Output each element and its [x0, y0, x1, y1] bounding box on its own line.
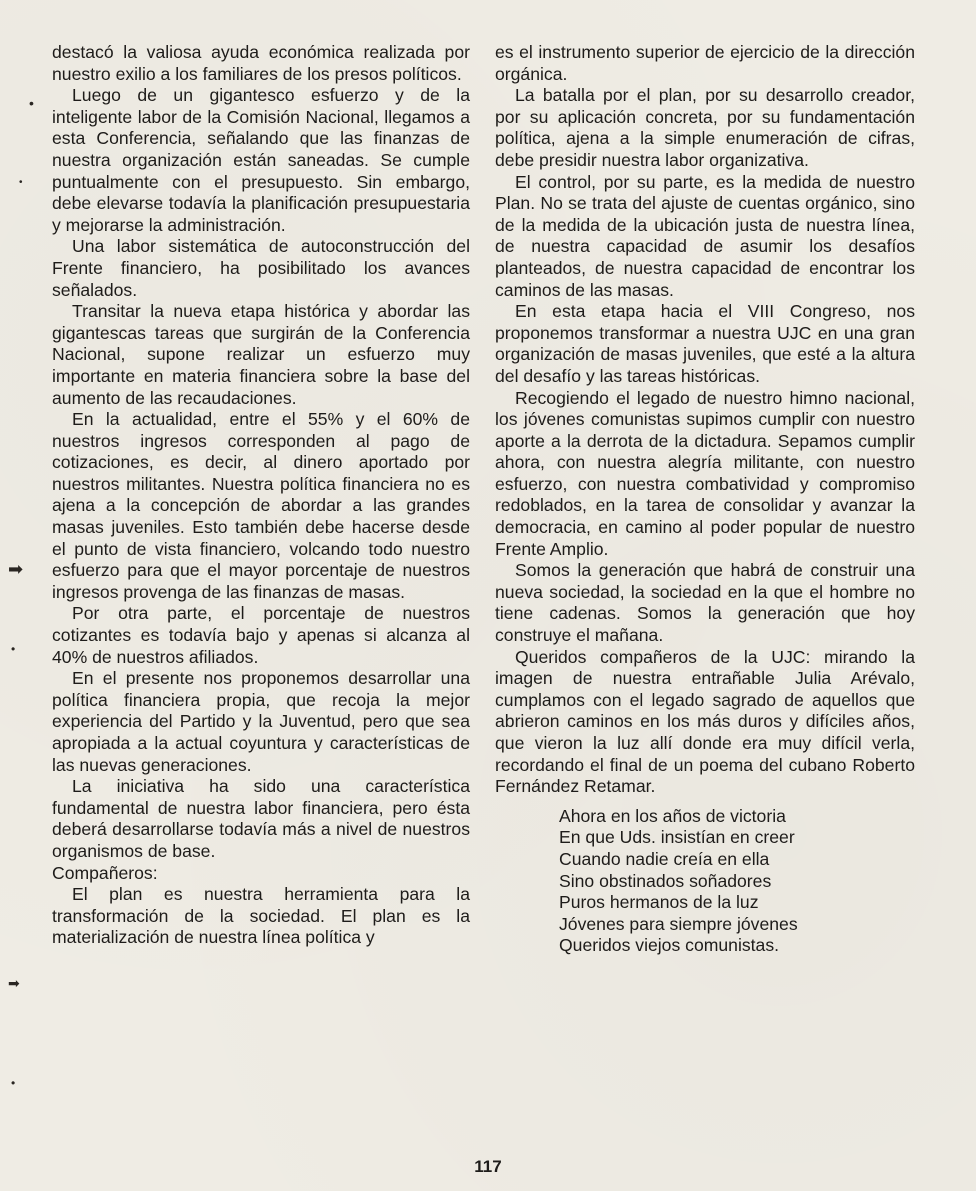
salutation: Compañeros:: [52, 862, 158, 883]
margin-arrow-mark: ➡: [8, 975, 20, 991]
paragraph: El control, por su parte, es la medida de nuestro Plan. No se trata del ajuste de cuentas orgánico, sino de la medida de la ubicación justa de nuestra línea, de nuestra capacidad de asumir los desafíos planteados, de nuestra capacidad de encontrar los caminos de las masas.: [495, 171, 915, 300]
paragraph: Transitar la nueva etapa histórica y abordar las gigantescas tareas que surgirán de la Conferencia Nacional, supone realizar un esfuerzo muy importante en materia financiera sobre la base del aumento de las recaudaciones.: [52, 301, 470, 408]
paragraph: Somos la generación que habrá de construir una nueva sociedad, la sociedad en la que el hombre no tiene cadenas. Somos la generación que hoy construye el mañana.: [495, 560, 915, 646]
poem-line: En que Uds. insistían en creer: [559, 827, 795, 848]
paragraph: En esta etapa hacia el VIII Congreso, nos proponemos transformar a nuestra UJC en una gran organización de masas juveniles, que esté a la altura del desafío y las tareas históricas.: [495, 301, 915, 386]
margin-arrow-mark: ➡: [8, 559, 24, 579]
poem-line: Sino obstinados soñadores: [559, 870, 772, 891]
poem-line: Jóvenes para siempre jóvenes: [559, 913, 798, 934]
margin-bullet-mark: •: [19, 177, 23, 188]
poem-quote: [559, 806, 915, 957]
poem-line: Cuando nadie creía en ella: [559, 848, 770, 869]
left-column: [52, 42, 470, 949]
paragraph: En la actualidad, entre el 55% y el 60% de nuestros ingresos corresponden al pago de cotizaciones, es decir, al dinero aportado por nuestros militantes. Nuestra política financiera no es ajena a la concepción de abordar a las grandes masas juveniles. Esto también debe hacerse desde el punto de vista financiero, volcando todo nuestro esfuerzo para que el mayor porcentaje de nuestros ingresos provenga de las finanzas de masas.: [52, 409, 470, 602]
paragraph: Recogiendo el legado de nuestro himno nacional, los jóvenes comunistas supimos cumplir con nuestro aporte a la derrota de la dictadura. Sepamos cumplir ahora, con nuestra alegría militante, con nuestro esfuerzo, con nuestra combatividad y compromiso redoblados, en la tarea de consolidar y avanzar la democracia, en camino al poder popular de nuestro Frente Amplio.: [495, 387, 915, 559]
margin-bullet-mark: •: [11, 642, 16, 656]
right-column: [495, 42, 915, 957]
poem-line: Ahora en los años de victoria: [559, 805, 786, 826]
paragraph: Por otra parte, el porcentaje de nuestros cotizantes es todavía bajo y apenas si alcanza al 40% de nuestros afiliados.: [52, 603, 470, 667]
page-number: 117: [474, 1157, 502, 1176]
margin-bullet-mark: •: [11, 1076, 16, 1090]
paragraph: Luego de un gigantesco esfuerzo y de la inteligente labor de la Comisión Nacional, llegamos a esta Conferencia, señalando que las finanzas de nuestra organización están saneadas. Se cumple puntualmente con el presupuesto. Sin embargo, debe elevarse todavía la planificación presupuestaria y mejorarse la administración.: [52, 85, 470, 235]
paragraph: Una labor sistemática de autoconstrucción del Frente financiero, ha posibilitado los avances señalados.: [52, 236, 470, 300]
margin-bullet-mark: •: [29, 95, 34, 111]
paragraph: destacó la valiosa ayuda económica realizada por nuestro exilio a los familiares de los presos políticos.: [52, 42, 470, 84]
paragraph: es el instrumento superior de ejercicio de la dirección orgánica.: [495, 42, 915, 84]
paragraph: La batalla por el plan, por su desarrollo creador, por su aplicación concreta, por su fundamentación política, ajena a la simple enumeración de cifras, debe presidir nuestra labor organizativa.: [495, 85, 915, 170]
paragraph: En el presente nos proponemos desarrollar una política financiera propia, que recoja la mejor experiencia del Partido y la Juventud, pero que sea apropiada a la actual coyuntura y características de las nuevas generaciones.: [52, 668, 470, 775]
paragraph: Queridos compañeros de la UJC: mirando la imagen de nuestra entrañable Julia Arévalo, cumplamos con el legado sagrado de aquellos que abrieron caminos en los más duros y difíciles años, que vieron la luz allí donde era muy difícil verla, recordando el final de un poema del cubano Roberto Fernández Retamar.: [495, 646, 915, 797]
paragraph: El plan es nuestra herramienta para la transformación de la sociedad. El plan es la materialización de nuestra línea política y: [52, 884, 470, 948]
poem-line: Puros hermanos de la luz: [559, 892, 759, 913]
poem-line: Queridos viejos comunistas.: [559, 935, 780, 956]
paragraph: La iniciativa ha sido una característica fundamental de nuestra labor financiera, pero ésta deberá desarrollarse todavía más a nivel de nuestros organismos de base.: [52, 776, 470, 861]
